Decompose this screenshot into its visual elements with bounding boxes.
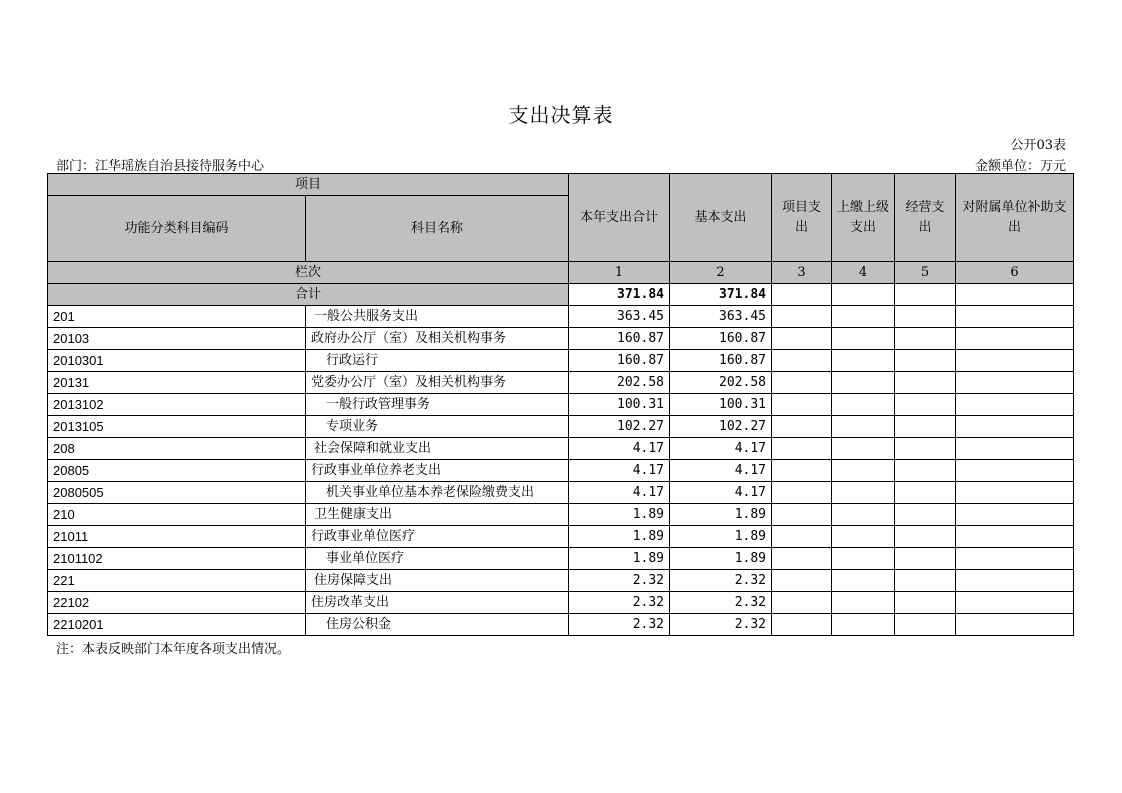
row-name: 一般行政管理事务 (306, 394, 569, 416)
empty-cell (956, 394, 1074, 416)
empty-cell (772, 614, 832, 636)
table-row (48, 548, 1074, 570)
row-code: 20805 (48, 460, 306, 482)
empty-cell (895, 350, 956, 372)
header-upper: 上缴上级支出 (832, 174, 895, 262)
row-basic: 2.32 (670, 592, 772, 614)
row-total: 2.32 (569, 614, 670, 636)
row-basic: 2.32 (670, 614, 772, 636)
table-row (48, 570, 1074, 592)
table-row (48, 416, 1074, 438)
empty-cell (772, 372, 832, 394)
table-row (48, 350, 1074, 372)
header-operating: 经营支出 (895, 174, 956, 262)
empty-cell (895, 416, 956, 438)
total-row-label: 合计 (48, 284, 569, 306)
empty-cell (895, 306, 956, 328)
table-row (48, 614, 1074, 636)
empty-cell (895, 438, 956, 460)
table-row (48, 306, 1074, 328)
header-subsidy: 对附属单位补助支出 (956, 174, 1074, 262)
row-basic: 1.89 (670, 526, 772, 548)
empty-cell (832, 438, 895, 460)
empty-cell (895, 460, 956, 482)
header-project: 项目支出 (772, 174, 832, 262)
row-name: 党委办公厅（室）及相关机构事务 (306, 372, 569, 394)
empty-cell (956, 306, 1074, 328)
row-code: 221 (48, 570, 306, 592)
empty-cell (772, 592, 832, 614)
row-name: 机关事业单位基本养老保险缴费支出 (306, 482, 569, 504)
empty-cell (772, 350, 832, 372)
empty-cell (772, 504, 832, 526)
row-total: 363.45 (569, 306, 670, 328)
empty-cell (772, 306, 832, 328)
row-total: 160.87 (569, 328, 670, 350)
empty-cell (832, 482, 895, 504)
row-code: 208 (48, 438, 306, 460)
unit-label: 金额单位：万元 (974, 159, 1066, 174)
total-row-basic: 371.84 (670, 284, 772, 306)
table-row (48, 592, 1074, 614)
table-row (48, 438, 1074, 460)
empty-cell (832, 592, 895, 614)
empty-cell (956, 614, 1074, 636)
table-row (48, 394, 1074, 416)
empty-cell (832, 548, 895, 570)
row-basic: 160.87 (670, 350, 772, 372)
row-name: 行政事业单位医疗 (306, 526, 569, 548)
header-name: 科目名称 (306, 196, 569, 262)
row-total: 202.58 (569, 372, 670, 394)
empty-cell (956, 460, 1074, 482)
empty-cell (772, 460, 832, 482)
page-title: 支出决算表 (508, 103, 614, 127)
row-code: 2013102 (48, 394, 306, 416)
empty-cell (956, 570, 1074, 592)
row-name: 事业单位医疗 (306, 548, 569, 570)
empty-cell (832, 570, 895, 592)
empty-cell (956, 592, 1074, 614)
row-basic: 160.87 (670, 328, 772, 350)
empty-cell (832, 350, 895, 372)
row-total: 1.89 (569, 504, 670, 526)
empty-cell (832, 614, 895, 636)
row-total: 1.89 (569, 548, 670, 570)
row-name: 住房保障支出 (306, 570, 569, 592)
header-code: 功能分类科目编码 (48, 196, 306, 262)
empty-cell (956, 350, 1074, 372)
empty-cell (956, 372, 1074, 394)
empty-cell (956, 328, 1074, 350)
row-code: 2101102 (48, 548, 306, 570)
row-code: 22102 (48, 592, 306, 614)
empty-cell (895, 526, 956, 548)
empty-cell (956, 438, 1074, 460)
row-code: 2080505 (48, 482, 306, 504)
empty-cell (832, 328, 895, 350)
header-index: 2 (670, 262, 772, 284)
row-basic: 100.31 (670, 394, 772, 416)
empty-cell (772, 416, 832, 438)
empty-cell (895, 328, 956, 350)
row-total: 160.87 (569, 350, 670, 372)
row-code: 20131 (48, 372, 306, 394)
header-index: 5 (895, 262, 956, 284)
row-code: 210 (48, 504, 306, 526)
header-total: 本年支出合计 (569, 174, 670, 262)
empty-cell (895, 284, 956, 306)
header-index: 3 (772, 262, 832, 284)
row-total: 102.27 (569, 416, 670, 438)
header-index: 4 (832, 262, 895, 284)
form-number: 公开03表 (1010, 138, 1066, 153)
header-basic: 基本支出 (670, 174, 772, 262)
row-name: 卫生健康支出 (306, 504, 569, 526)
row-basic: 4.17 (670, 460, 772, 482)
empty-cell (895, 482, 956, 504)
empty-cell (832, 526, 895, 548)
row-name: 一般公共服务支出 (306, 306, 569, 328)
empty-cell (772, 482, 832, 504)
table-row (48, 328, 1074, 350)
row-name: 专项业务 (306, 416, 569, 438)
empty-cell (772, 570, 832, 592)
table-row (48, 372, 1074, 394)
empty-cell (956, 548, 1074, 570)
empty-cell (895, 548, 956, 570)
empty-cell (956, 504, 1074, 526)
row-total: 2.32 (569, 570, 670, 592)
row-total: 4.17 (569, 460, 670, 482)
empty-cell (895, 570, 956, 592)
row-code: 201 (48, 306, 306, 328)
expenditure-table (47, 173, 1074, 636)
empty-cell (956, 482, 1074, 504)
row-basic: 2.32 (670, 570, 772, 592)
empty-cell (832, 372, 895, 394)
empty-cell (772, 526, 832, 548)
empty-cell (772, 394, 832, 416)
row-basic: 4.17 (670, 438, 772, 460)
empty-cell (956, 526, 1074, 548)
row-name: 住房公积金 (306, 614, 569, 636)
row-code: 20103 (48, 328, 306, 350)
row-basic: 1.89 (670, 548, 772, 570)
row-basic: 4.17 (670, 482, 772, 504)
header-row-label: 栏次 (48, 262, 569, 284)
empty-cell (895, 592, 956, 614)
row-total: 1.89 (569, 526, 670, 548)
total-row-total: 371.84 (569, 284, 670, 306)
header-index: 6 (956, 262, 1074, 284)
department-label: 部门：江华瑶族自治县接待服务中心 (56, 159, 265, 174)
table-row (48, 460, 1074, 482)
row-name: 行政事业单位养老支出 (306, 460, 569, 482)
empty-cell (956, 416, 1074, 438)
row-basic: 363.45 (670, 306, 772, 328)
header-item: 项目 (48, 174, 569, 196)
row-code: 2013105 (48, 416, 306, 438)
empty-cell (895, 372, 956, 394)
row-total: 2.32 (569, 592, 670, 614)
empty-cell (832, 394, 895, 416)
row-basic: 202.58 (670, 372, 772, 394)
empty-cell (895, 394, 956, 416)
row-code: 21011 (48, 526, 306, 548)
row-basic: 1.89 (670, 504, 772, 526)
empty-cell (772, 548, 832, 570)
empty-cell (956, 284, 1074, 306)
row-name: 政府办公厅（室）及相关机构事务 (306, 328, 569, 350)
empty-cell (772, 438, 832, 460)
table-row (48, 526, 1074, 548)
row-name: 社会保障和就业支出 (306, 438, 569, 460)
empty-cell (772, 328, 832, 350)
footnote: 注：本表反映部门本年度各项支出情况。 (56, 642, 291, 657)
row-total: 4.17 (569, 438, 670, 460)
row-total: 100.31 (569, 394, 670, 416)
empty-cell (832, 284, 895, 306)
row-total: 4.17 (569, 482, 670, 504)
table-row (48, 482, 1074, 504)
row-name: 行政运行 (306, 350, 569, 372)
header-index: 1 (569, 262, 670, 284)
row-code: 2010301 (48, 350, 306, 372)
empty-cell (895, 614, 956, 636)
empty-cell (832, 504, 895, 526)
empty-cell (895, 504, 956, 526)
row-code: 2210201 (48, 614, 306, 636)
row-basic: 102.27 (670, 416, 772, 438)
empty-cell (832, 306, 895, 328)
table-row (48, 504, 1074, 526)
empty-cell (772, 284, 832, 306)
empty-cell (832, 460, 895, 482)
row-name: 住房改革支出 (306, 592, 569, 614)
empty-cell (832, 416, 895, 438)
